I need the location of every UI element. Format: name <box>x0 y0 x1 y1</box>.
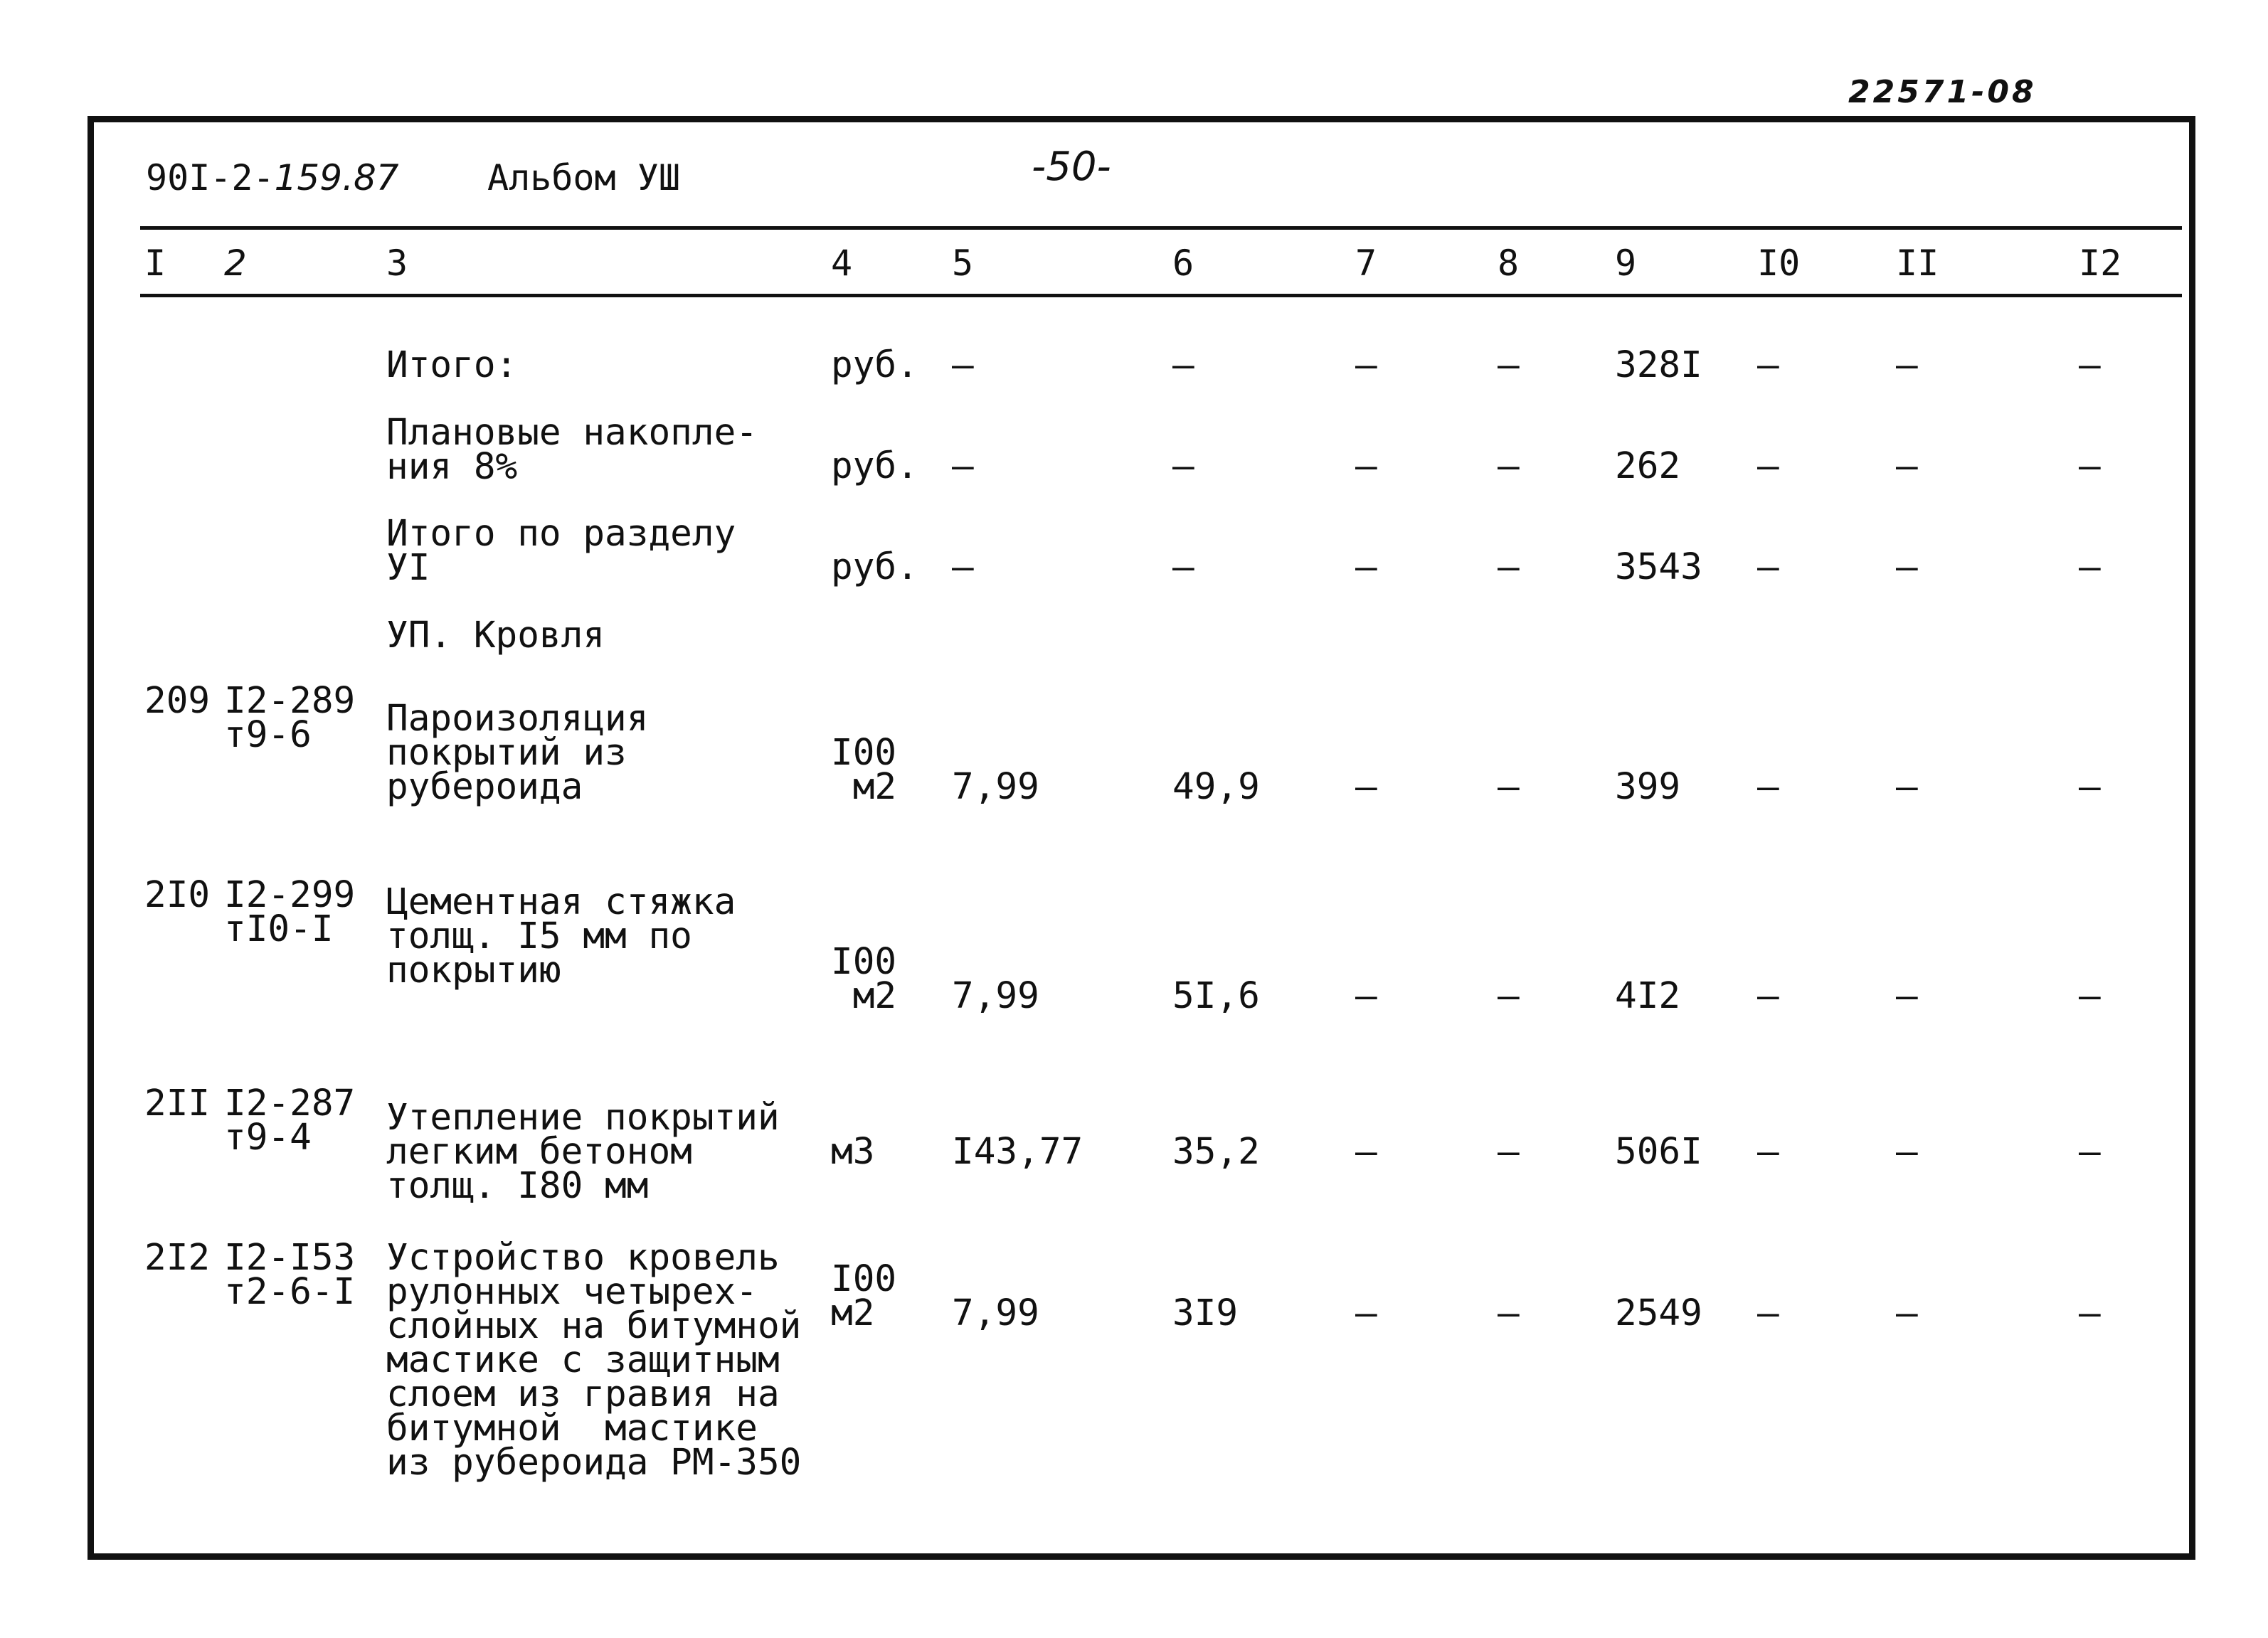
cell-col11: – <box>1896 1131 1918 1173</box>
document-number: 22571-08 <box>1848 74 2037 110</box>
cell-col10: – <box>1757 1131 1779 1173</box>
cell-col11: – <box>1896 344 1918 386</box>
cell-col11: – <box>1896 546 1918 588</box>
cell-col12: – <box>2079 1131 2101 1173</box>
cell-col5: – <box>952 445 974 487</box>
cell-unit: I00 м2 <box>831 941 897 1017</box>
cell-col7: – <box>1355 1292 1377 1334</box>
cell-unit: руб. <box>831 344 918 386</box>
cell-number: 209 <box>144 680 211 722</box>
cell-name: Цементная стяжка толщ. I5 мм по покрытию <box>386 881 736 991</box>
cell-col10: – <box>1757 975 1779 1017</box>
cell-col8: – <box>1498 766 1520 808</box>
cell-col5: 7,99 <box>952 975 1039 1017</box>
column-header-9: 9 <box>1615 243 1637 284</box>
cell-col8: – <box>1498 344 1520 386</box>
column-header-11: II <box>1896 243 1939 284</box>
cell-number: 2I0 <box>144 874 211 916</box>
cell-col10: – <box>1757 1292 1779 1334</box>
cell-col11: – <box>1896 766 1918 808</box>
cell-unit: руб. <box>831 546 918 588</box>
cell-col7: – <box>1355 344 1377 386</box>
cell-col8: – <box>1498 445 1520 487</box>
cell-col9: 262 <box>1615 445 1681 487</box>
cell-col9: 328I <box>1615 344 1702 386</box>
cell-col12: – <box>2079 344 2101 386</box>
cell-name: Итого: <box>386 344 518 386</box>
column-header-2: 2 <box>224 243 247 284</box>
cell-col9: 2549 <box>1615 1292 1702 1334</box>
document-code-handwritten: 159.87 <box>274 157 399 198</box>
cell-col6: 35,2 <box>1172 1131 1260 1173</box>
cell-code: I2-289 т9-6 <box>224 680 356 756</box>
cell-name: Устройство кровель рулонных четырех- слойных на битумной мастике с защитным слоем из гравия на битумной мастике из рубероида РМ-350 <box>386 1237 802 1484</box>
cell-col6: 49,9 <box>1172 766 1260 808</box>
column-header-3: 3 <box>386 243 408 284</box>
cell-col7: – <box>1355 445 1377 487</box>
cell-col12: – <box>2079 546 2101 588</box>
cell-col10: – <box>1757 344 1779 386</box>
document-code <box>146 156 399 199</box>
cell-col6: – <box>1172 445 1194 487</box>
cell-col6: 5I,6 <box>1172 975 1260 1017</box>
cell-unit: I00 м2 <box>831 1258 897 1334</box>
header-rule-top <box>140 226 2182 230</box>
cell-col7: – <box>1355 975 1377 1017</box>
document-code-printed: 90I-2- <box>146 157 275 198</box>
cell-col11: – <box>1896 975 1918 1017</box>
cell-col10: – <box>1757 445 1779 487</box>
cell-unit: руб. <box>831 445 918 487</box>
cell-name: Итого по разделу УI <box>386 513 736 589</box>
cell-col6: 3I9 <box>1172 1292 1239 1334</box>
cell-col11: – <box>1896 445 1918 487</box>
cell-col5: 7,99 <box>952 766 1039 808</box>
column-header-12: I2 <box>2079 243 2122 284</box>
column-header-5: 5 <box>952 243 974 284</box>
cell-name: Утепление покрытий легким бетоном толщ. I80 мм <box>386 1097 780 1207</box>
column-header-1: I <box>144 243 166 284</box>
cell-name: Пароизоляция покрытий из рубероида <box>386 698 649 808</box>
cell-col8: – <box>1498 1131 1520 1173</box>
cell-col11: – <box>1896 1292 1918 1334</box>
cell-number: 2I2 <box>144 1237 211 1279</box>
album-label: Альбом УШ <box>487 157 680 198</box>
cell-col6: – <box>1172 546 1194 588</box>
cell-name: Плановые накопле- ния 8% <box>386 412 758 488</box>
column-header-6: 6 <box>1172 243 1194 284</box>
column-header-7: 7 <box>1355 243 1377 284</box>
cell-col9: 3543 <box>1615 546 1702 588</box>
cell-col9: 506I <box>1615 1131 1702 1173</box>
cell-col12: – <box>2079 1292 2101 1334</box>
cell-col5: 7,99 <box>952 1292 1039 1334</box>
cell-col7: – <box>1355 766 1377 808</box>
cell-col9: 4I2 <box>1615 975 1681 1017</box>
cell-code: I2-I53 т2-6-I <box>224 1237 356 1313</box>
cell-code: I2-299 тI0-I <box>224 874 356 950</box>
cell-col6: – <box>1172 344 1194 386</box>
cell-col5: – <box>952 344 974 386</box>
column-header-4: 4 <box>831 243 853 284</box>
cell-col5: – <box>952 546 974 588</box>
column-header-10: I0 <box>1757 243 1801 284</box>
page-number: -50- <box>1032 144 1111 190</box>
cell-col8: – <box>1498 546 1520 588</box>
header-rule-bottom <box>140 294 2182 297</box>
column-header-8: 8 <box>1498 243 1520 284</box>
cell-unit: м3 <box>831 1131 875 1173</box>
cell-code: I2-287 т9-4 <box>224 1083 356 1159</box>
cell-col8: – <box>1498 975 1520 1017</box>
section-title: УП. Кровля <box>386 615 605 656</box>
cell-col12: – <box>2079 445 2101 487</box>
cell-col12: – <box>2079 975 2101 1017</box>
cell-col9: 399 <box>1615 766 1681 808</box>
cell-col10: – <box>1757 546 1779 588</box>
cell-col12: – <box>2079 766 2101 808</box>
cell-col5: I43,77 <box>952 1131 1083 1173</box>
cell-col7: – <box>1355 1131 1377 1173</box>
cell-col8: – <box>1498 1292 1520 1334</box>
cell-unit: I00 м2 <box>831 732 897 808</box>
cell-col10: – <box>1757 766 1779 808</box>
cell-col7: – <box>1355 546 1377 588</box>
cell-number: 2II <box>144 1083 211 1124</box>
